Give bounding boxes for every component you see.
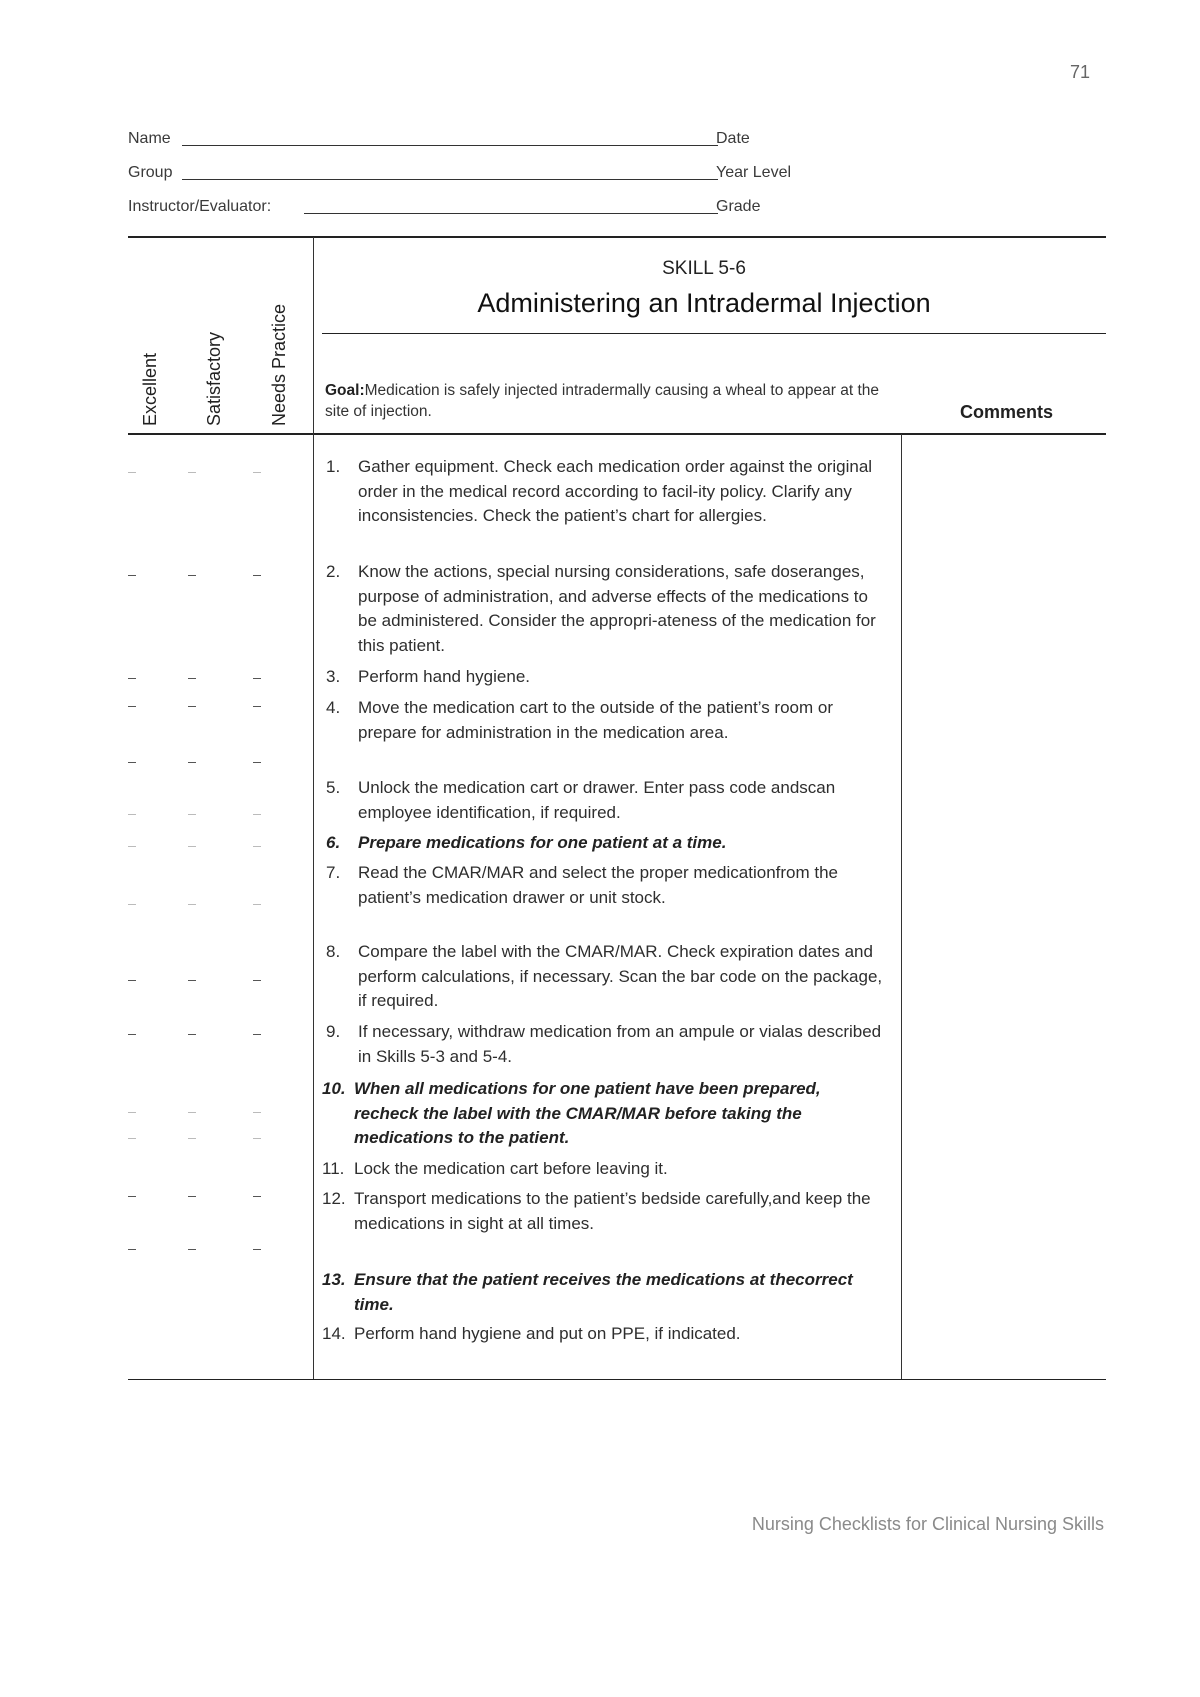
rating-blank[interactable] bbox=[253, 904, 261, 905]
goal-text: Medication is safely injected intradermally causing a wheal to appear at the site of injection. bbox=[325, 382, 879, 420]
rating-blank[interactable] bbox=[253, 846, 261, 847]
rating-blank[interactable] bbox=[128, 1112, 136, 1113]
goal-label: Goal: bbox=[325, 382, 365, 399]
step-item: 7. Read the CMAR/MAR and select the proper medicationfrom the patient’s medication drawer or unit stock. bbox=[326, 863, 839, 907]
page-number: 71 bbox=[1070, 62, 1091, 82]
excellent-column-header: Excellent bbox=[140, 352, 160, 426]
step-item: 13. Ensure that the patient receives the medications at thecorrect time. bbox=[322, 1270, 853, 1314]
rating-blank[interactable] bbox=[188, 1249, 196, 1250]
rating-blank[interactable] bbox=[253, 762, 261, 763]
instructor-row bbox=[128, 192, 761, 216]
rating-blank[interactable] bbox=[253, 980, 261, 981]
instructor-field[interactable] bbox=[304, 213, 718, 214]
group-field[interactable] bbox=[182, 179, 718, 180]
rating-blank[interactable] bbox=[188, 814, 196, 815]
title-underline bbox=[322, 333, 1106, 334]
group-row bbox=[128, 158, 792, 182]
satisfactory-column-header: Satisfactory bbox=[204, 331, 224, 426]
rating-blank[interactable] bbox=[188, 846, 196, 847]
rating-blank[interactable] bbox=[188, 1196, 196, 1197]
date-label: Date bbox=[716, 130, 750, 147]
rating-blank[interactable] bbox=[188, 706, 196, 707]
comments-header: Comments bbox=[960, 402, 1054, 422]
rating-blank[interactable] bbox=[253, 1034, 261, 1035]
skill-title: Administering an Intradermal Injection bbox=[477, 288, 931, 318]
name-row bbox=[128, 124, 758, 148]
rating-blank[interactable] bbox=[188, 1138, 196, 1139]
rating-blank[interactable] bbox=[128, 1138, 136, 1139]
skill-number: SKILL 5-6 bbox=[662, 258, 746, 279]
name-field[interactable] bbox=[182, 145, 718, 146]
rating-blank[interactable] bbox=[188, 678, 196, 679]
goal-statement bbox=[325, 380, 905, 422]
step-item: 10. When all medications for one patient have been prepared, recheck the label with the CMAR/MAR before taking the medications to the patient. bbox=[322, 1079, 821, 1147]
grade-label: Grade bbox=[716, 198, 761, 215]
rating-blank[interactable] bbox=[188, 1112, 196, 1113]
needs-practice-column-header: Needs Practice bbox=[269, 303, 289, 426]
rating-blank[interactable] bbox=[253, 472, 261, 473]
name-label: Name bbox=[128, 130, 171, 147]
step-item: 9. If necessary, withdraw medication from an ampule or vialas described in Skills 5-3 and 5-4. bbox=[326, 1022, 882, 1066]
step-item: 8. Compare the label with the CMAR/MAR. Check expiration dates and perform calculations, if necessary. Scan the bar code on the package, if required. bbox=[326, 942, 883, 1010]
step-item: 2. Know the actions, special nursing considerations, safe doseranges, purpose of administration, and adverse effects of the medications to be administered. Consider the appropri-ateness of the medication for this patient. bbox=[326, 562, 876, 655]
rating-blank[interactable] bbox=[128, 1196, 136, 1197]
footer-title: Nursing Checklists for Clinical Nursing Skills bbox=[751, 1514, 1104, 1534]
rating-blank[interactable] bbox=[128, 706, 136, 707]
rating-blank[interactable] bbox=[188, 904, 196, 905]
rating-blank[interactable] bbox=[128, 1034, 136, 1035]
rating-blank[interactable] bbox=[128, 575, 136, 576]
year-level-label: Year Level bbox=[716, 164, 792, 181]
rating-blank[interactable] bbox=[128, 678, 136, 679]
rating-blank[interactable] bbox=[188, 980, 196, 981]
step-item: 1. Gather equipment. Check each medication order against the original order in the medical record according to facil-ity policy. Clarify any inconsistencies. Check the patient’s chart for allergies. bbox=[326, 457, 873, 525]
rating-column-divider bbox=[313, 237, 314, 1379]
rating-blank[interactable] bbox=[188, 472, 196, 473]
table-bottom-rule bbox=[128, 1379, 1106, 1380]
rating-blank[interactable] bbox=[253, 1249, 261, 1250]
rating-blank[interactable] bbox=[253, 1138, 261, 1139]
step-item: 6. Prepare medications for one patient at a time. bbox=[326, 833, 727, 852]
rating-blank[interactable] bbox=[188, 1034, 196, 1035]
rating-blank[interactable] bbox=[188, 762, 196, 763]
group-label: Group bbox=[128, 164, 173, 181]
step-item: 12. Transport medications to the patient’s bedside carefully,and keep the medications in sight at all times. bbox=[322, 1189, 871, 1233]
rating-blank[interactable] bbox=[128, 846, 136, 847]
instructor-label: Instructor/Evaluator: bbox=[128, 198, 272, 215]
step-item: 5. Unlock the medication cart or drawer. Enter pass code andscan employee identification, if required. bbox=[326, 778, 836, 822]
step-item: 3. Perform hand hygiene. bbox=[326, 667, 530, 686]
rating-blank[interactable] bbox=[188, 575, 196, 576]
step-item: 11. Lock the medication cart before leaving it. bbox=[322, 1159, 668, 1178]
rating-blank[interactable] bbox=[253, 575, 261, 576]
step-item: 4. Move the medication cart to the outside of the patient’s room or prepare for administration in the medication area. bbox=[326, 698, 834, 742]
header-bottom-rule bbox=[128, 433, 1106, 435]
comments-column-divider bbox=[901, 434, 902, 1379]
step-item: 14. Perform hand hygiene and put on PPE, if indicated. bbox=[322, 1324, 741, 1343]
rating-blank[interactable] bbox=[128, 762, 136, 763]
rating-blank[interactable] bbox=[253, 1196, 261, 1197]
rating-blank[interactable] bbox=[128, 472, 136, 473]
rating-blank[interactable] bbox=[128, 1249, 136, 1250]
rating-blank[interactable] bbox=[253, 814, 261, 815]
rating-blank[interactable] bbox=[128, 904, 136, 905]
rating-blank[interactable] bbox=[253, 678, 261, 679]
rating-blank[interactable] bbox=[253, 1112, 261, 1113]
rating-blank[interactable] bbox=[128, 980, 136, 981]
table-top-rule bbox=[128, 236, 1106, 238]
rating-blank[interactable] bbox=[128, 814, 136, 815]
rating-blank[interactable] bbox=[253, 706, 261, 707]
